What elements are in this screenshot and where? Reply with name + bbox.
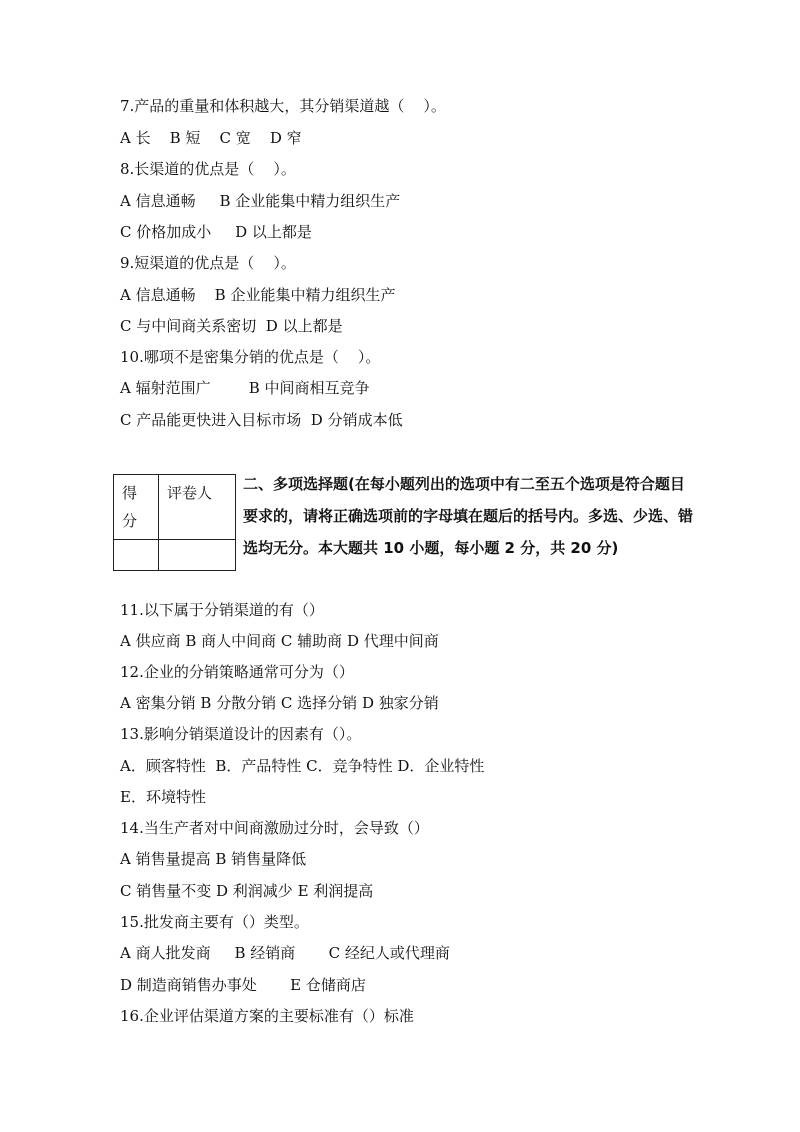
question-15-options-a-c: A 商人批发商 B 经销商 C 经纪人或代理商: [120, 944, 450, 962]
grader-label: 评卷人: [159, 475, 236, 540]
question-8-options-c-d: C 价格加成小 D 以上都是: [120, 223, 312, 241]
question-12-options: A 密集分销 B 分散分销 C 选择分销 D 独家分销: [120, 694, 439, 712]
question-9: 9.短渠道的优点是（ ）。: [120, 254, 296, 272]
question-7-options: A 长 B 短 C 宽 D 窄: [120, 129, 302, 147]
question-13: 13.影响分销渠道设计的因素有（）。: [120, 725, 362, 743]
question-9-options-c-d: C 与中间商关系密切 D 以上都是: [120, 317, 343, 335]
grader-cell[interactable]: [159, 540, 236, 571]
score-label: 得分: [114, 475, 159, 540]
question-14-options-c-e: C 销售量不变 D 利润减少 E 利润提高: [120, 882, 374, 900]
score-cell[interactable]: [114, 540, 159, 571]
question-16: 16.企业评估渠道方案的主要标准有（）标准: [120, 1007, 414, 1025]
question-12: 12.企业的分销策略通常可分为（）: [120, 663, 354, 681]
question-8: 8.长渠道的优点是（ ）。: [120, 160, 296, 178]
question-10-options-a-b: A 辐射范围广 B 中间商相互竞争: [120, 379, 370, 397]
section-2-heading: 二、多项选择题(在每小题列出的选项中有二至五个选项是符合题目要求的，请将正确选项前的字母填在题后的括号内。多选、少选、错选均无分。本大题共 10 小题，每小题 2 分，共 20 分): [243, 475, 694, 557]
question-10-options-c-d: C 产品能更快进入目标市场 D 分销成本低: [120, 411, 403, 429]
question-14-options-a-b: A 销售量提高 B 销售量降低: [120, 850, 307, 868]
question-11: 11.以下属于分销渠道的有（）: [120, 601, 324, 619]
score-table: [113, 474, 236, 571]
question-13-option-e: E．环境特性: [120, 788, 206, 806]
question-14: 14.当生产者对中间商激励过分时，会导致（）: [120, 819, 429, 837]
question-11-options: A 供应商 B 商人中间商 C 辅助商 D 代理中间商: [120, 632, 439, 650]
question-9-options-a-b: A 信息通畅 B 企业能集中精力组织生产: [120, 286, 396, 304]
question-7: 7.产品的重量和体积越大，其分销渠道越（ ）。: [120, 97, 446, 115]
question-13-options-a-d: A．顾客特性 B．产品特性 C．竞争特性 D．企业特性: [120, 757, 485, 775]
question-8-options-a-b: A 信息通畅 B 企业能集中精力组织生产: [120, 192, 401, 210]
question-10: 10.哪项不是密集分销的优点是（ ）。: [120, 348, 381, 366]
question-15: 15.批发商主要有（）类型。: [120, 913, 309, 931]
question-15-options-d-e: D 制造商销售办事处 E 仓储商店: [120, 976, 366, 994]
